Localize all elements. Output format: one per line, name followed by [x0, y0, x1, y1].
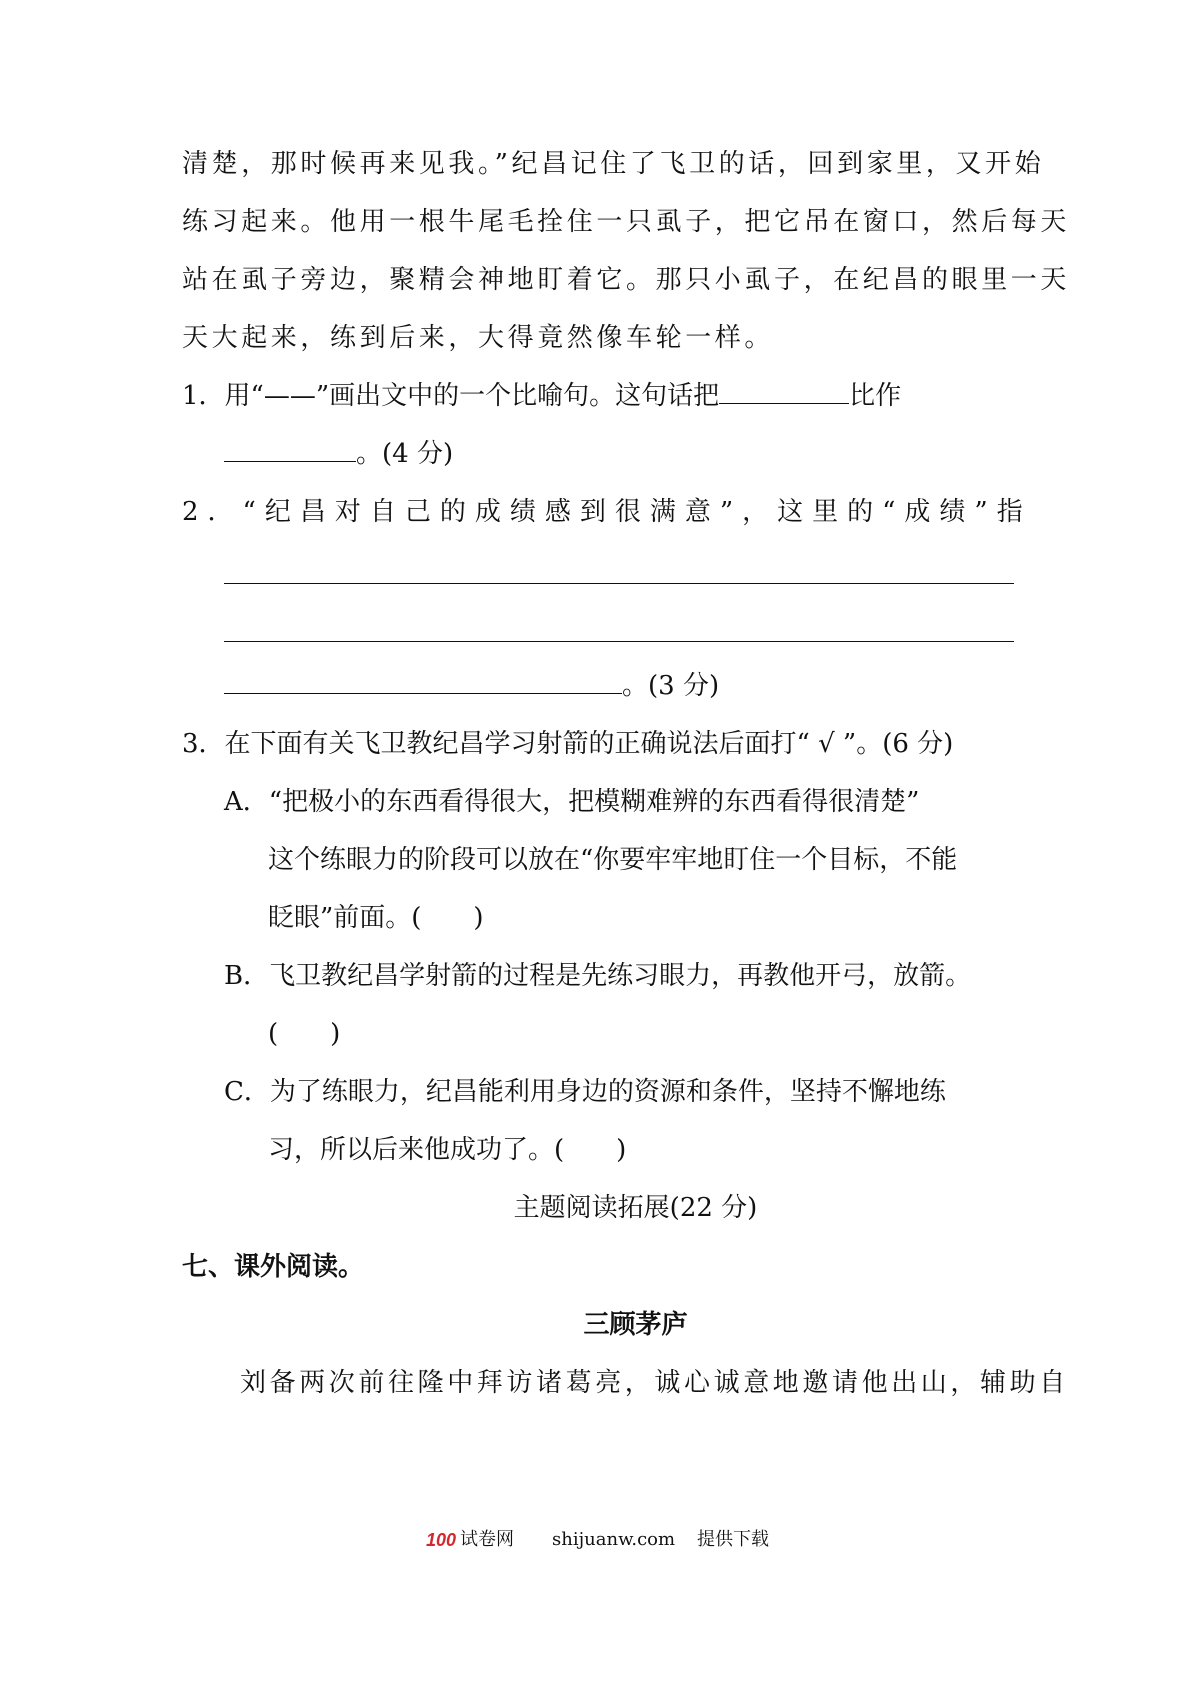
- story-line-1: 刘备两次前往隆中拜访诸葛亮，诚心诚意地邀请他出山，辅助自: [240, 1368, 1069, 1398]
- question-2-end: [224, 669, 719, 703]
- answer-blank-1a[interactable]: [719, 381, 849, 404]
- footer-domain: shijuanw.com: [552, 1529, 676, 1550]
- passage-line-3: 站在虱子旁边，聚精会神地盯着它。那只小虱子，在纪昌的眼里一天: [182, 265, 1071, 295]
- passage-line-1: 清楚，那时候再来见我。”纪昌记住了飞卫的话，回到家里，又开始: [182, 149, 1045, 179]
- passage-line-4: 天大起来，练到后来，大得竟然像车轮一样。: [182, 323, 775, 353]
- story-title: 三顾茅庐: [583, 1310, 688, 1340]
- answer-blank-2c[interactable]: [224, 671, 622, 694]
- option-b-line-1: B．飞卫教纪昌学射箭的过程是先练习眼力，再教他开弓，放箭。: [224, 961, 972, 991]
- answer-line-2b[interactable]: [224, 641, 1014, 642]
- site-logo: 100: [426, 1530, 457, 1550]
- option-a-line-2: 这个练眼力的阶段可以放在“你要牢牢地盯住一个目标，不能: [268, 845, 958, 875]
- option-a-line-1: A．“把极小的东西看得很大，把模糊难辨的东西看得很清楚”: [224, 787, 920, 817]
- question-1-score: 。(4 分): [356, 439, 454, 469]
- question-1-cont: [224, 437, 453, 471]
- question-1-text-b: 比作: [849, 381, 902, 411]
- answer-line-2a[interactable]: [224, 583, 1014, 584]
- section-heading: 主题阅读拓展(22 分): [513, 1193, 758, 1223]
- option-b-line-2[interactable]: ( ): [268, 1019, 341, 1049]
- passage-line-2: 练习起来。他用一根牛尾毛拴住一只虱子，把它吊在窗口，然后每天: [182, 207, 1071, 237]
- question-1-text: 1．用“——”画出文中的一个比喻句。这句话把: [182, 381, 720, 411]
- footer: [0, 1525, 1191, 1555]
- option-c-line-1: C．为了练眼力，纪昌能利用身边的资源和条件，坚持不懈地练: [224, 1077, 946, 1107]
- footer-note: 提供下载: [697, 1529, 769, 1550]
- question-3: 3．在下面有关飞卫教纪昌学习射箭的正确说法后面打“ √ ”。(6 分): [182, 729, 954, 759]
- question-2-score: 。(3 分): [622, 671, 720, 701]
- question-2: 2．“纪昌对自己的成绩感到很满意”，这里的“成绩”指: [182, 497, 1032, 527]
- option-a-line-3[interactable]: 眨眼”前面。( ): [268, 903, 484, 933]
- answer-blank-1b[interactable]: [224, 439, 356, 462]
- question-1: [182, 379, 901, 413]
- part-7-title: 七、课外阅读。: [182, 1252, 365, 1282]
- option-c-line-2[interactable]: 习，所以后来他成功了。( ): [268, 1135, 627, 1165]
- footer-site-name: 试卷网: [460, 1529, 514, 1550]
